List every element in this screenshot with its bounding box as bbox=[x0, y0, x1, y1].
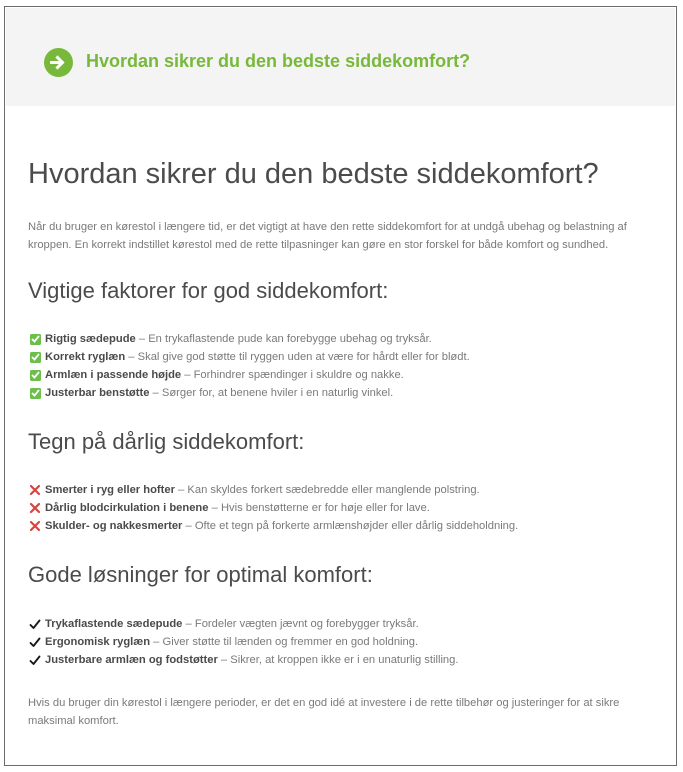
list-item-title: Rigtig sædepude bbox=[45, 333, 136, 345]
list-item bbox=[28, 481, 660, 499]
green-check-box-icon bbox=[28, 386, 42, 400]
list-item bbox=[28, 517, 660, 535]
arrow-right-circle-icon bbox=[44, 48, 73, 77]
black-checkmark-icon bbox=[28, 653, 42, 667]
list-item-text: – Sikrer, at kroppen ikke er i en unaturlig stilling. bbox=[217, 654, 459, 666]
section-heading-bad-signs: Tegn på dårlig siddekomfort: bbox=[28, 429, 305, 454]
black-checkmark-icon bbox=[28, 635, 42, 649]
list-item bbox=[28, 499, 660, 517]
list-item bbox=[28, 384, 660, 402]
list-item-title: Trykaflastende sædepude bbox=[45, 618, 183, 630]
green-check-box-icon bbox=[28, 368, 42, 382]
list-item-title: Korrekt ryglæn bbox=[45, 351, 126, 363]
green-check-box-icon bbox=[28, 350, 42, 364]
list-item bbox=[28, 651, 660, 669]
list-item-title: Skulder- og nakkesmerter bbox=[45, 520, 183, 532]
list-item bbox=[28, 348, 660, 366]
red-cross-icon bbox=[28, 483, 42, 497]
list-item-title: Justerbare armlæn og fodstøtter bbox=[45, 654, 218, 666]
article-title: Hvordan sikrer du den bedste siddekomfort? bbox=[28, 158, 599, 190]
list-item-text: – Fordeler vægten jævnt og forebygger tryksår. bbox=[182, 618, 419, 630]
list-item-text: – Ofte et tegn på forkerte armlænshøjder eller dårlig siddeholdning. bbox=[182, 520, 519, 532]
list-item-text: – Forhindrer spændinger i skuldre og nakke. bbox=[181, 369, 404, 381]
factors-list bbox=[28, 330, 660, 402]
content-frame bbox=[4, 6, 677, 766]
list-item bbox=[28, 633, 660, 651]
solutions-list bbox=[28, 615, 660, 669]
black-checkmark-icon bbox=[28, 617, 42, 631]
list-item-title: Justerbar benstøtte bbox=[45, 387, 150, 399]
list-item-text: – Giver støtte til lænden og fremmer en god holdning. bbox=[150, 636, 419, 648]
intro-paragraph: Når du bruger en kørestol i længere tid, er det vigtigt at have den rette siddekomfort for at undgå ubehag og belastning af kroppen. En korrekt indstillet kørestol med de rette tilpasninger kan gøre en stor forskel for både komfort og sundhed. bbox=[28, 221, 627, 251]
section-heading-factors: Vigtige faktorer for god siddekomfort: bbox=[28, 278, 389, 303]
section-heading-solutions: Gode løsninger for optimal komfort: bbox=[28, 562, 373, 587]
list-item-title: Ergonomisk ryglæn bbox=[45, 636, 151, 648]
bad-signs-list bbox=[28, 481, 660, 535]
list-item-text: – Hvis benstøtterne er for høje eller for lave. bbox=[208, 502, 430, 514]
list-item bbox=[28, 366, 660, 384]
list-item-text: – En trykaflastende pude kan forebygge ubehag og tryksår. bbox=[135, 333, 432, 345]
red-cross-icon bbox=[28, 501, 42, 515]
list-item-text: – Sørger for, at benene hviler i en naturlig vinkel. bbox=[149, 387, 394, 399]
article-body bbox=[28, 157, 660, 730]
banner-title: Hvordan sikrer du den bedste siddekomfort? bbox=[86, 51, 471, 71]
list-item-text: – Kan skyldes forkert sædebredde eller manglende polstring. bbox=[174, 484, 480, 496]
green-check-box-icon bbox=[28, 332, 42, 346]
faq-banner[interactable] bbox=[6, 8, 675, 106]
list-item-text: – Skal give god støtte til ryggen uden at være for hårdt eller for blødt. bbox=[125, 351, 470, 363]
list-item bbox=[28, 330, 660, 348]
red-cross-icon bbox=[28, 519, 42, 533]
outro-paragraph: Hvis du bruger din kørestol i længere perioder, er det en god idé at investere i de rette tilbehør og justeringer for at sikre maksimal komfort. bbox=[28, 697, 620, 727]
list-item-title: Dårlig blodcirkulation i benene bbox=[45, 502, 209, 514]
list-item bbox=[28, 615, 660, 633]
list-item-title: Smerter i ryg eller hofter bbox=[45, 484, 175, 496]
list-item-title: Armlæn i passende højde bbox=[45, 369, 182, 381]
